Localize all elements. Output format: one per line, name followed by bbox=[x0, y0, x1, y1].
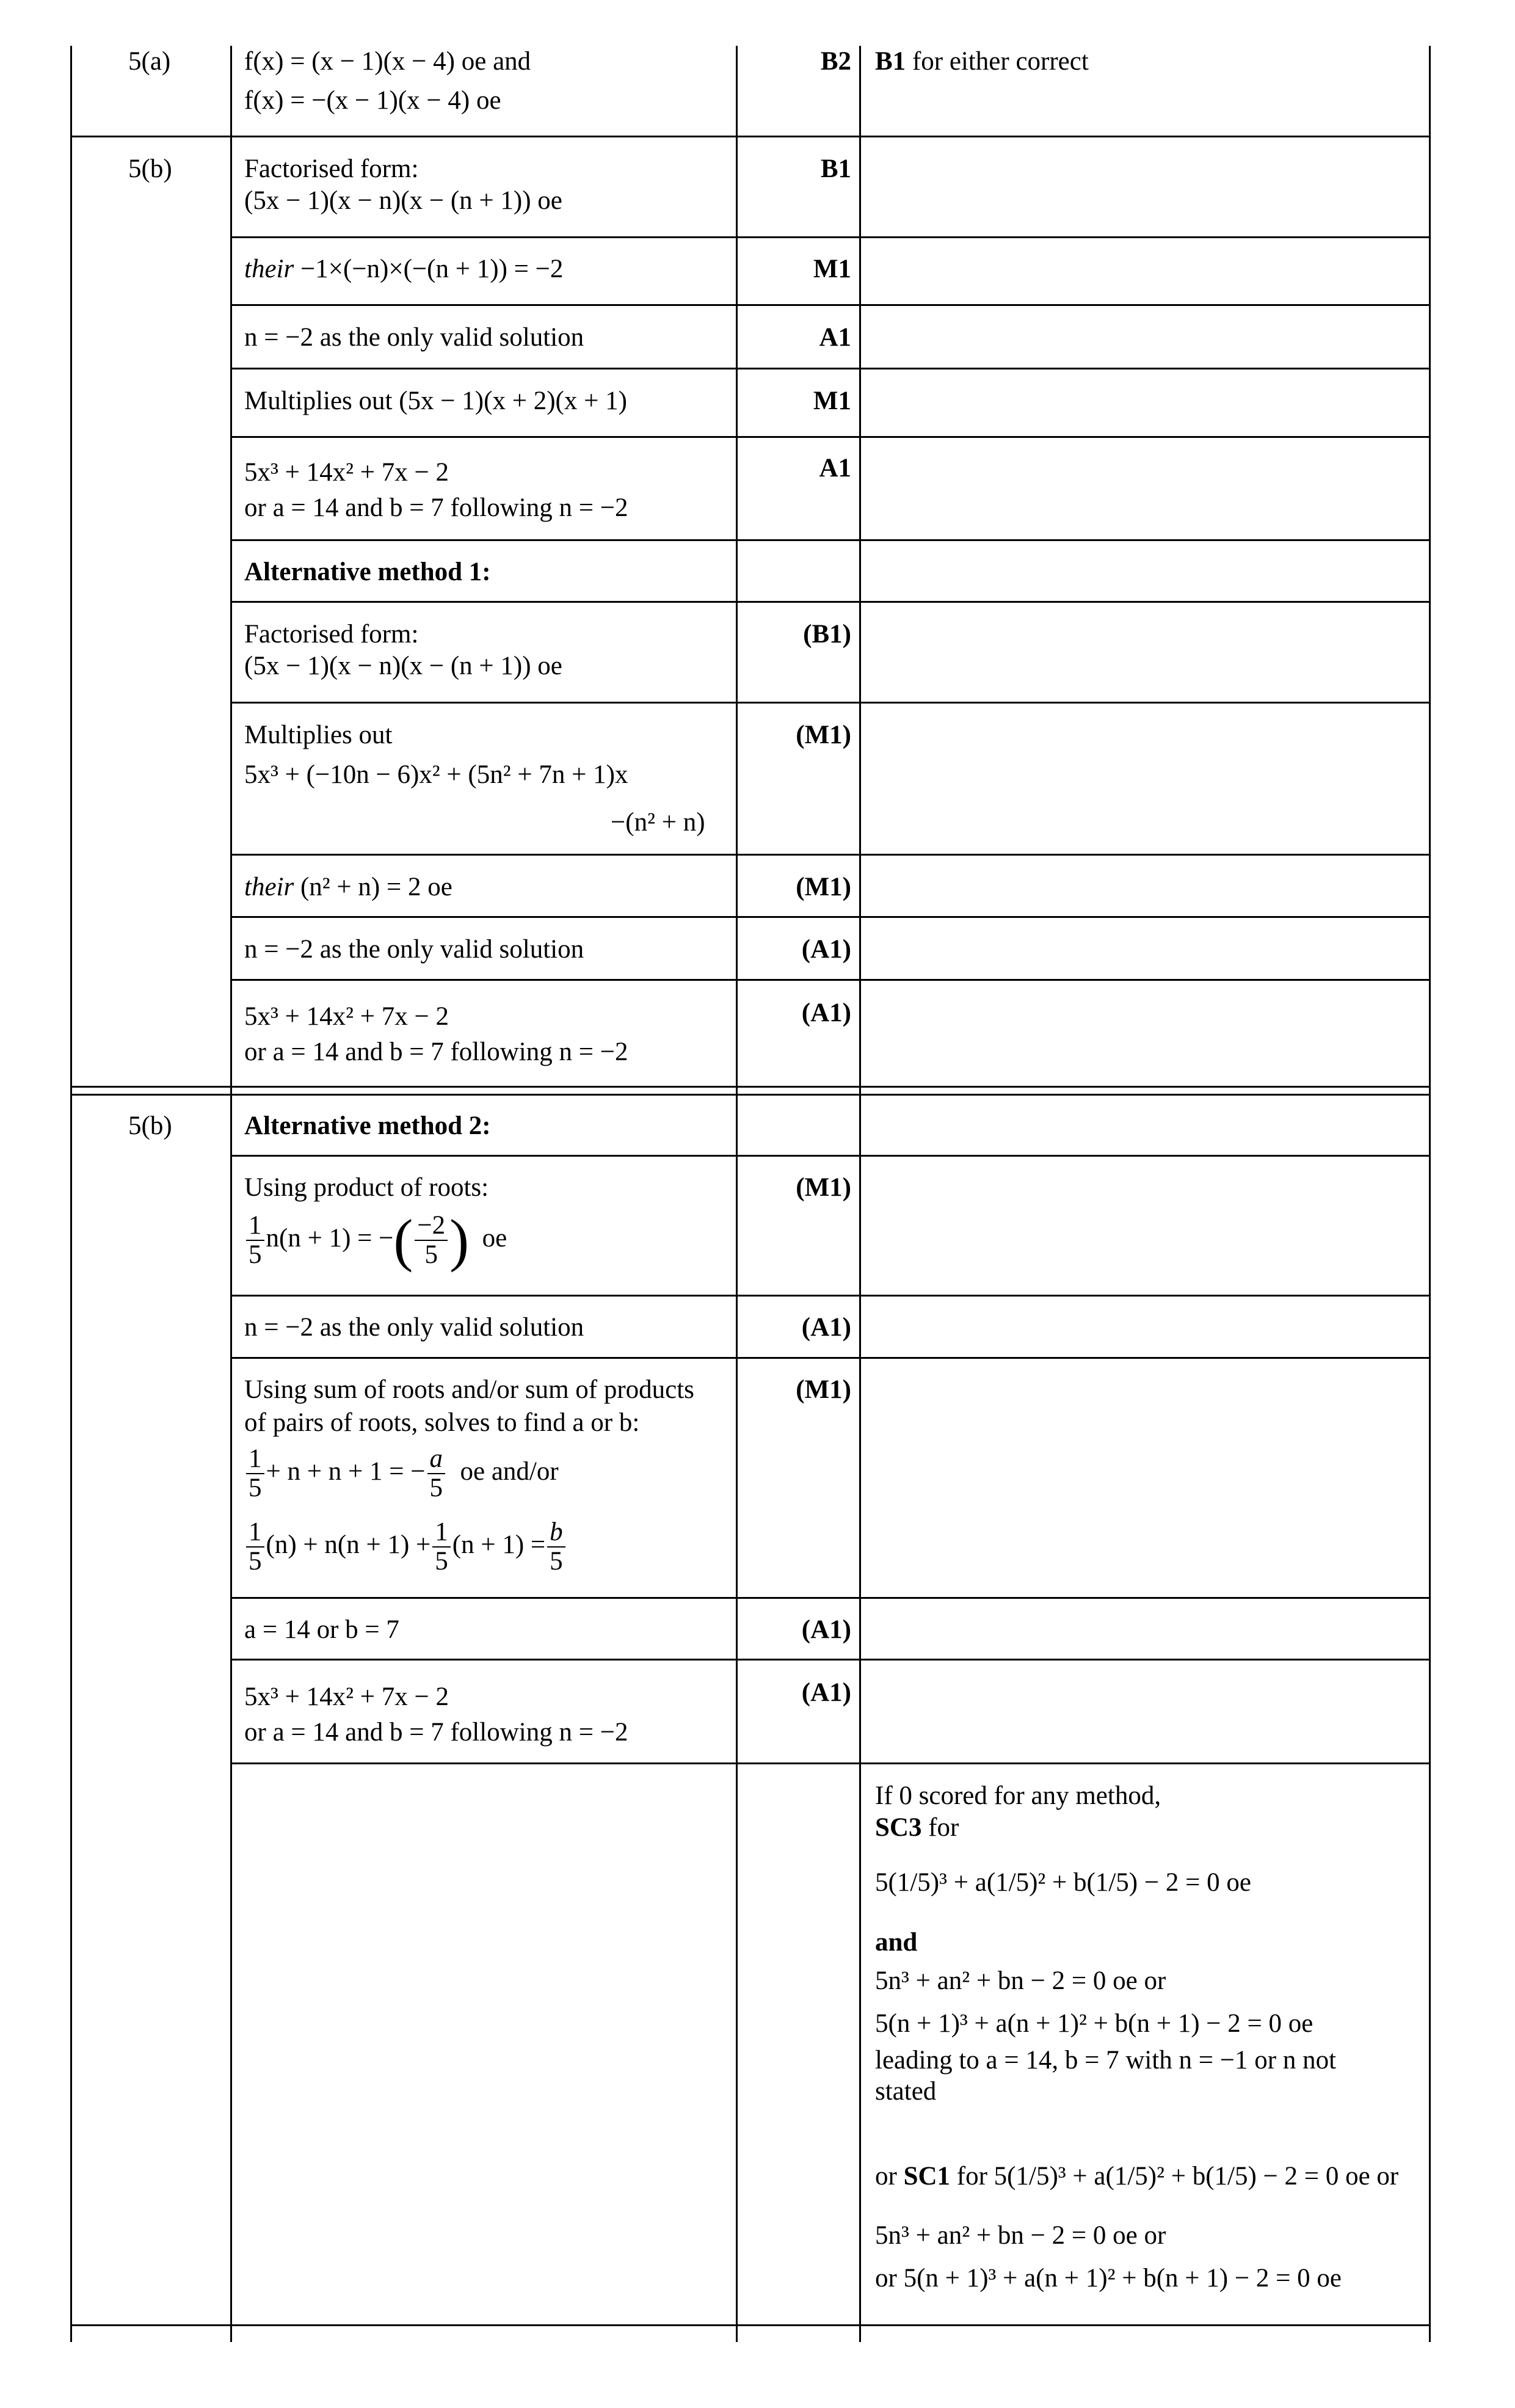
special-case-mark: SC3 bbox=[875, 1813, 922, 1842]
denominator: 5 bbox=[249, 1240, 262, 1270]
row-divider bbox=[230, 1597, 1431, 1599]
row-divider bbox=[230, 854, 1431, 856]
answer-line: 5x³ + 14x² + 7x − 2 bbox=[244, 1002, 449, 1031]
mark-value: (A1) bbox=[801, 1615, 851, 1644]
row-divider bbox=[230, 236, 1431, 238]
mark-value: A1 bbox=[819, 454, 851, 482]
alternative-method-heading: Alternative method 2: bbox=[244, 1111, 491, 1140]
their-label: their bbox=[244, 255, 294, 283]
answer-line: a = 14 or b = 7 bbox=[244, 1615, 399, 1644]
numerator: 1 bbox=[246, 1518, 264, 1548]
guidance-text: leading to a = 14, b = 7 with n = −1 or n not bbox=[875, 2046, 1337, 2075]
answer-line: or a = 14 and b = 7 following n = −2 bbox=[244, 493, 628, 522]
guidance-detail: for either correct bbox=[906, 47, 1089, 76]
answer-line: n = −2 as the only valid solution bbox=[244, 323, 584, 352]
guidance-equation: 5(1/5)³ + a(1/5)² + b(1/5) − 2 = 0 oe bbox=[875, 1868, 1251, 1897]
left-border bbox=[70, 46, 72, 2342]
answer-line: 5x³ + 14x² + 7x − 2 bbox=[244, 458, 449, 487]
sum-of-products-equation bbox=[244, 1515, 567, 1576]
fraction bbox=[246, 1518, 264, 1576]
answer-line: 5x³ + 14x² + 7x − 2 bbox=[244, 1682, 449, 1711]
answer-expression: −1×(−n)×(−(n + 1)) = −2 bbox=[294, 255, 564, 283]
row-divider bbox=[230, 1762, 1431, 1764]
guidance-equation: 5n³ + an² + bn − 2 = 0 oe or bbox=[875, 1966, 1166, 1995]
row-divider bbox=[230, 1659, 1431, 1661]
numerator: 1 bbox=[246, 1212, 264, 1241]
fraction bbox=[547, 1518, 565, 1576]
answer-line: Factorised form: bbox=[244, 155, 419, 183]
mark-value: (B1) bbox=[803, 620, 851, 649]
mark-value: (M1) bbox=[796, 721, 851, 749]
denominator: 5 bbox=[429, 1474, 443, 1503]
answer-line: f(x) = (x − 1)(x − 4) oe and bbox=[244, 47, 531, 76]
mark-value: (A1) bbox=[801, 1313, 851, 1342]
answer-line: Factorised form: bbox=[244, 620, 419, 649]
column-divider-marks bbox=[736, 46, 738, 2342]
right-paren: ) bbox=[449, 1207, 470, 1273]
answer-line: 5x³ + (−10n − 6)x² + (5n² + 7n + 1)x bbox=[244, 760, 628, 789]
question-number: 5(b) bbox=[128, 1111, 172, 1140]
numerator: b bbox=[547, 1518, 565, 1548]
guidance-text: stated bbox=[875, 2077, 937, 2106]
answer-line: −(n² + n) bbox=[611, 808, 705, 837]
answer-expression: (n² + n) = 2 oe bbox=[294, 873, 452, 901]
row-divider bbox=[70, 1094, 1431, 1096]
answer-line: n = −2 as the only valid solution bbox=[244, 935, 584, 964]
row-divider bbox=[70, 1086, 1431, 1088]
row-divider bbox=[230, 1295, 1431, 1297]
row-divider bbox=[230, 1357, 1431, 1359]
row-divider bbox=[230, 304, 1431, 306]
answer-line: (5x − 1)(x − n)(x − (n + 1)) oe bbox=[244, 652, 562, 680]
answer-line: Using product of roots: bbox=[244, 1173, 489, 1202]
guidance-equation bbox=[875, 2159, 1398, 2194]
denominator: 5 bbox=[424, 1240, 438, 1270]
row-divider bbox=[230, 916, 1431, 918]
row-divider bbox=[230, 702, 1431, 704]
equation-part: (n) + n(n + 1) + bbox=[266, 1530, 431, 1559]
equation-part: oe bbox=[482, 1224, 507, 1253]
guidance-detail: for bbox=[921, 1813, 959, 1842]
mark-value: (M1) bbox=[796, 1375, 851, 1404]
numerator: a bbox=[427, 1445, 446, 1474]
alternative-method-heading: Alternative method 1: bbox=[244, 558, 491, 586]
mark-value: (A1) bbox=[801, 1678, 851, 1707]
sum-of-roots-equation bbox=[244, 1441, 559, 1502]
denominator: 5 bbox=[550, 1547, 563, 1576]
guidance-mark: B1 bbox=[875, 47, 906, 76]
mark-value: B2 bbox=[820, 47, 851, 76]
answer-line: f(x) = −(x − 1)(x − 4) oe bbox=[244, 86, 501, 115]
mark-value: M1 bbox=[813, 387, 851, 415]
answer-line: Multiplies out (5x − 1)(x + 2)(x + 1) bbox=[244, 387, 627, 415]
row-divider bbox=[70, 2324, 1431, 2326]
guidance-text: If 0 scored for any method, bbox=[875, 1781, 1161, 1810]
mark-value: B1 bbox=[820, 155, 851, 183]
row-divider bbox=[70, 136, 1431, 137]
fraction bbox=[246, 1212, 264, 1269]
answer-line bbox=[244, 252, 563, 287]
answer-line: or a = 14 and b = 7 following n = −2 bbox=[244, 1718, 628, 1747]
mark-value: (A1) bbox=[801, 935, 851, 964]
mark-value: (M1) bbox=[796, 873, 851, 901]
right-border bbox=[1429, 46, 1431, 2342]
answer-line: n = −2 as the only valid solution bbox=[244, 1313, 584, 1342]
mark-value: (M1) bbox=[796, 1173, 851, 1202]
column-divider-guidance bbox=[859, 46, 861, 2342]
their-label: their bbox=[244, 873, 294, 901]
guidance-detail: for 5(1/5)³ + a(1/5)² + b(1/5) − 2 = 0 oe or bbox=[950, 2162, 1399, 2191]
fraction bbox=[415, 1212, 448, 1269]
answer-line: Multiplies out bbox=[244, 721, 393, 749]
row-divider bbox=[230, 436, 1431, 438]
row-divider bbox=[230, 368, 1431, 369]
question-number: 5(b) bbox=[128, 155, 172, 183]
fraction bbox=[427, 1445, 446, 1502]
answer-line: Using sum of roots and/or sum of products bbox=[244, 1375, 694, 1404]
answer-line: of pairs of roots, solves to find a or b: bbox=[244, 1408, 640, 1437]
equation-part: oe and/or bbox=[460, 1457, 559, 1486]
equation-part: n(n + 1) = − bbox=[266, 1224, 394, 1253]
numerator: 1 bbox=[246, 1445, 264, 1474]
guidance-text bbox=[875, 44, 1089, 79]
guidance-equation: 5n³ + an² + bn − 2 = 0 oe or bbox=[875, 2221, 1166, 2250]
answer-line: (5x − 1)(x − n)(x − (n + 1)) oe bbox=[244, 186, 562, 215]
mark-value: A1 bbox=[819, 323, 851, 352]
mark-value: (A1) bbox=[801, 998, 851, 1027]
answer-line: or a = 14 and b = 7 following n = −2 bbox=[244, 1038, 628, 1066]
equation-part: (n + 1) = bbox=[452, 1530, 546, 1559]
numerator: −2 bbox=[415, 1212, 448, 1241]
numerator: 1 bbox=[432, 1518, 451, 1548]
guidance-detail: or bbox=[875, 2162, 904, 2191]
denominator: 5 bbox=[249, 1547, 262, 1576]
guidance-equation: or 5(n + 1)³ + a(n + 1)² + b(n + 1) − 2 = 0 oe bbox=[875, 2264, 1342, 2293]
special-case-mark: SC1 bbox=[903, 2162, 951, 2191]
answer-line bbox=[244, 870, 452, 905]
mark-value: M1 bbox=[813, 255, 851, 283]
row-divider bbox=[230, 539, 1431, 541]
left-paren: ( bbox=[393, 1207, 413, 1273]
row-divider bbox=[230, 1155, 1431, 1157]
denominator: 5 bbox=[435, 1547, 448, 1576]
row-divider bbox=[230, 979, 1431, 981]
guidance-text: and bbox=[875, 1928, 918, 1957]
equation-part: + n + n + 1 = − bbox=[266, 1457, 426, 1486]
fraction bbox=[246, 1445, 264, 1502]
guidance-text bbox=[875, 1810, 959, 1846]
fraction bbox=[432, 1518, 451, 1576]
product-of-roots-equation bbox=[244, 1207, 507, 1273]
column-divider-answer bbox=[230, 46, 232, 2342]
denominator: 5 bbox=[249, 1474, 262, 1503]
guidance-equation: 5(n + 1)³ + a(n + 1)² + b(n + 1) − 2 = 0 oe bbox=[875, 2009, 1313, 2038]
row-divider bbox=[230, 601, 1431, 603]
question-number: 5(a) bbox=[128, 47, 171, 76]
